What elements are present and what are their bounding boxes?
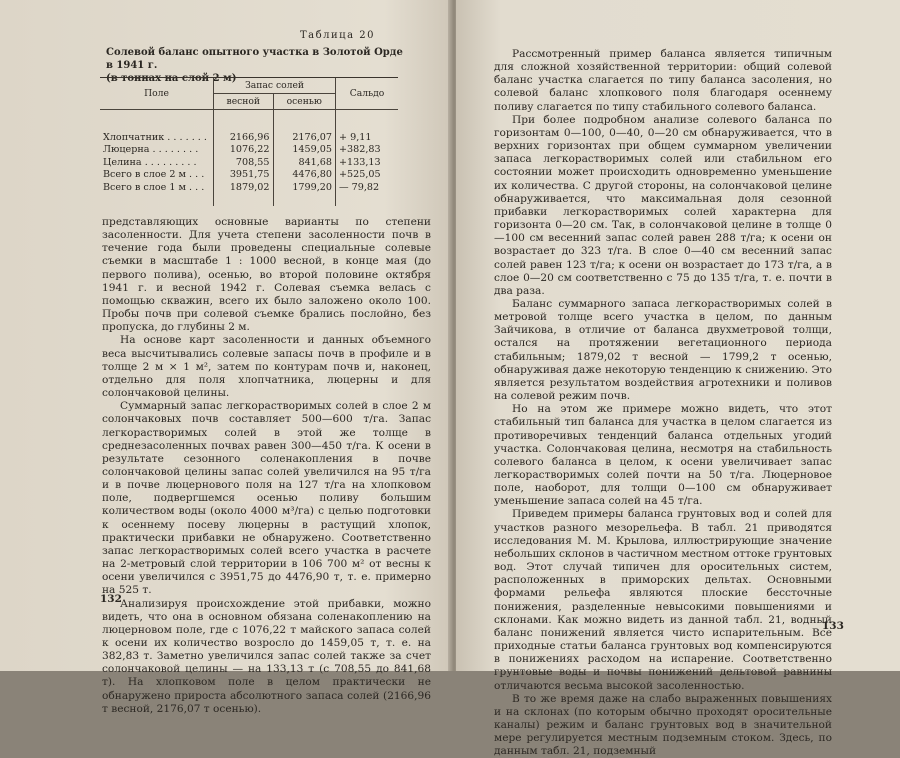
table-row <box>100 157 398 169</box>
paragraph: Суммарный запас легкорастворимых солей в слое 2 м солончаковых почв составляет 500—600 т/га. Запас легкорастворимых солей в этой же толще в среднезасоленных почвах равен 300—450 т/га. К осени в результате сезонного соленакопления в почве солончаковой целины запас солей увеличился на 95 т/га и в почве люцернового поля на 127 т/га на хлопковом поле, подвергшемся осенью поливу большим количеством воды (около 4000 м³/га) с целью подготовки к осеннему посеву люцерны в растущий хлопок, практически прибавки не обнаружено. Соответственно запас легкорастворимых солей всего участка в расчете на 2-метровый слой территории в 106 700 м² от весны к осени увеличился с 3951,75 до 4476,90 т, т. е. примерно на 525 т. <box>102 400 431 597</box>
paragraph: На основе карт засоленности и данных объемного веса высчитывались солевые запасы почв в профиле и в толще 2 м × 1 м², затем по контурам почв и, наконец, отдельно для поля хлопчатника, люцерны и для солончаковой целины. <box>102 334 431 400</box>
col-header-spring: весной <box>214 94 273 110</box>
left-page <box>0 0 452 715</box>
left-body-text <box>102 216 431 716</box>
paragraph: В то же время даже на слабо выраженных повышениях и на склонах (по которым обычно проходят оросительные каналы) режим и баланс грунтовых вод в значительной мере регулируется местным подземным стоком. Здесь, по данным табл. 21, подземный <box>494 692 832 758</box>
paragraph: представляющих основные варианты по степени засоленности. Для учета степени засоленности почв в течение года были проведены специальные солевые съемки в масштабе 1 : 1000 весной, в конце мая (до первого полива), осенью, во второй половине октября 1941 г. и весной 1942 г. Солевая съемка велась с помощью скважин, всего их было заложено около 100. Пробы почв при солевой съемке брались послойно, без пропуска, до глубины 2 м. <box>102 216 431 334</box>
paragraph: При более подробном анализе солевого баланса по горизонтам 0—100, 0—40, 0—20 см обнаруживается, что в верхних горизонтах при общем суммарном увеличении запаса легкорастворимых солей или стабильном его состоянии может происходить одновременно уменьшение их количества. С другой стороны, на солончаковой целине обнаруживается, что максимальная доля сезонной прибавки легкорастворимых солей характерна для горизонта 0—20 см. Так, в солончаковой целине в толще 0—100 см весенний запас солей равен 288 т/га; к осени он возрастает до 323 т/га. В слое 0—40 см весенний запас солей равен 123 т/га; к осени он возрастает до 173 т/га, а в слое 0—20 см соответственно с 75 до 135 т/га, т. е. почти в два раза. <box>494 113 832 297</box>
row-spring-cell: 2166,96 <box>214 132 273 144</box>
paragraph: Баланс суммарного запаса легкорастворимых солей в метровой толще всего участка в целом, по данным Зайчикова, в отличие от баланса двухметровой толщи, остался на протяжении вегетационного периода стабильным; 1879,02 т весной — 1799,2 т осенью, обнаруживая даже некоторую тенденцию к снижению. Это является результатом воздействия агротехники и поливов на солевой режим почв. <box>494 297 832 403</box>
row-autumn-cell: 841,68 <box>273 157 336 169</box>
paragraph: Рассмотренный пример баланса является типичным для сложной хозяйственной территории: общий солевой баланс участка слагается по типу баланса засоления, но солевой баланс хлопкового поля благодаря осеннему поливу слагается по типу стабильного солевого баланса. <box>494 48 832 113</box>
row-field-cell: Хлопчатник . . . . . . . <box>103 132 207 143</box>
row-field-cell: Люцерна . . . . . . . . <box>103 144 199 156</box>
row-field-cell: Всего в слое 1 м . . . <box>103 181 205 193</box>
table-row <box>100 144 398 156</box>
row-saldo-cell: +382,83 <box>336 144 398 156</box>
col-header-group: Запас солей <box>214 78 336 94</box>
table-row <box>100 182 398 194</box>
table-title-line1: Солевой баланс опытного участка в Золотой Орде в 1941 г. <box>106 47 403 71</box>
col-header-autumn: осенью <box>273 94 336 110</box>
row-autumn-cell: 4476,80 <box>273 169 336 181</box>
table-row <box>100 132 398 144</box>
table-label: Таблица 20 <box>300 30 375 41</box>
page-number-right: 133 <box>822 620 844 632</box>
table-title-line2: (в тоннах на слой 2 м) <box>106 73 237 84</box>
paragraph: Приведем примеры баланса грунтовых вод и солей для участков разного мезорельефа. В табл. 21 приводятся исследования М. М. Крылова, иллюстрирующие значение небольших склонов в частичном местном оттоке грунтовых вод. Этот случай типичен для оросительных систем, расположенных в приморских дельтах. Основными формами рельефа являются плоские бессточные понижения, разделенные невысокими повышениями и склонами. Как можно видеть из данной табл. 21, водный баланс понижений является чисто испарительным. Все приходные статьи баланса грунтовых вод компенсируются в понижениях расходом на испарение. Соответственно грунтовые воды и почвы понижений дельтовой равнины отличаются весьма высокой засоленностью. <box>494 508 832 692</box>
row-saldo-cell: +525,05 <box>336 169 398 181</box>
col-header-field: Поле <box>100 78 214 110</box>
row-spring-cell: 1879,02 <box>214 182 273 194</box>
row-saldo-cell: +133,13 <box>336 157 398 169</box>
row-saldo-cell: + 9,11 <box>336 132 398 144</box>
row-autumn-cell: 1799,20 <box>273 182 336 194</box>
row-field-cell: Всего в слое 2 м . . . <box>103 169 205 181</box>
row-autumn-cell: 1459,05 <box>273 144 336 156</box>
row-autumn-cell: 2176,07 <box>273 132 336 144</box>
row-field-cell: Целина . . . . . . . . . <box>103 156 197 168</box>
salt-balance-table <box>100 77 398 206</box>
right-page <box>456 0 900 758</box>
row-spring-cell: 708,55 <box>214 157 273 169</box>
table-body <box>100 110 398 207</box>
row-spring-cell: 1076,22 <box>214 144 273 156</box>
paragraph: Но на этом же примере можно видеть, что этот стабильный тип баланса для участка в целом слагается из противоречивых тенденций баланса отдельных угодий участка. Солончаковая целина, несмотря на стабильность солевого баланса в целом, к осени увеличивает запас легкорастворимых солей почти на 50 т/га. Люцерновое поле, наоборот, для толщи 0—100 см обнаруживает уменьшение запаса солей на 45 т/га. <box>494 403 832 508</box>
right-body-text <box>494 48 832 758</box>
col-header-saldo: Сальдо <box>336 78 398 110</box>
paragraph: Анализируя происхождение этой прибавки, можно видеть, что она в основном обязана соленакоплению на люцерновом поле, где с 1076,22 т майского запаса солей к осени их количество возросло до 1459,05 т, т. е. на 382,83 т. Заметно увеличился запас солей также за счет солончаковой целины — на 133,13 т (с 708,55 до 841,68 т). На хлопковом поле в целом практически не обнаружено прироста абсолютного запаса солей (2166,96 т весной, 2176,07 т осенью). <box>102 597 431 715</box>
page-number-left: 132 <box>100 593 122 605</box>
table-row <box>100 169 398 181</box>
row-spring-cell: 3951,75 <box>214 169 273 181</box>
row-saldo-cell: — 79,82 <box>336 182 398 194</box>
